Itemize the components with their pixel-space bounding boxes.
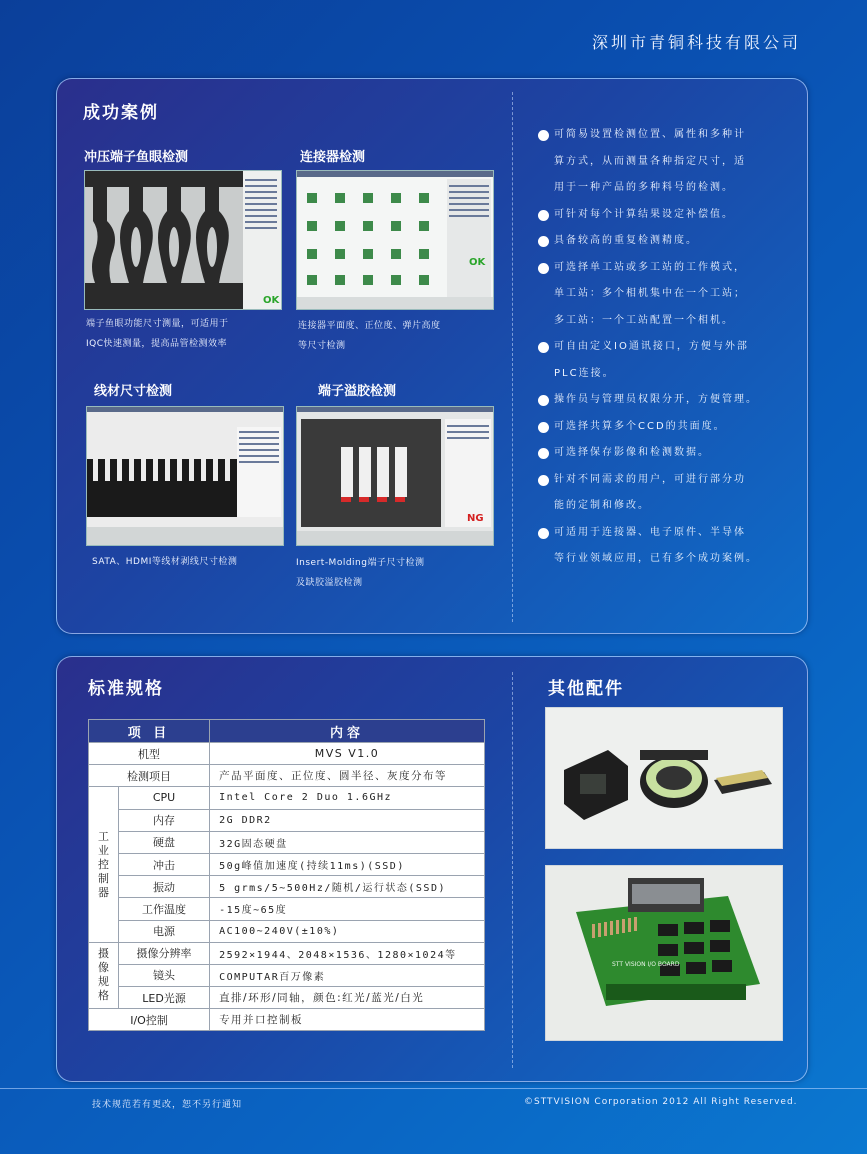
feature-item: 可简易设置检测位置、属性和多种计 [538, 122, 788, 149]
feature-item: 用于一种产品的多种料号的检测。 [554, 182, 734, 193]
feature-item: 能的定制和修改。 [554, 500, 650, 511]
bullet-icon [538, 263, 549, 274]
bullet-icon [538, 528, 549, 539]
accessory-image-light-sources [545, 707, 783, 849]
feature-item: 可选择保存影像和检测数据。 [538, 440, 788, 467]
accessory-image-io-board [545, 865, 783, 1041]
feature-item: 可选择单工站或多工站的工作模式， [538, 255, 788, 282]
feature-item: 等行业领域应用，已有多个成功案例。 [554, 553, 758, 564]
table-row: 工 业 控 制 器 CPU Intel Core 2 Duo 1.6GHz [89, 787, 485, 809]
table-row: 镜头 COMPUTAR百万像素 [89, 964, 485, 986]
accessories-title: 其他配件 [548, 679, 624, 699]
table-row: 摄 像 规 格 摄像分辨率 2592×1944、2048×1536、1280×1024等 [89, 942, 485, 964]
bullet-icon [538, 342, 549, 353]
feature-item: 具备较高的重复检测精度。 [538, 228, 788, 255]
bullet-icon [538, 236, 549, 247]
feature-item: 针对不同需求的用户，可进行部分功 [538, 467, 788, 494]
spec-header-item: 项 目 [89, 720, 210, 743]
table-row: I/O控制 专用并口控制板 [89, 1009, 485, 1031]
footer-copyright: ©STTVISION Corporation 2012 All Right Reserved. [524, 1097, 798, 1107]
feature-item: 单工站：多个相机集中在一个工站； [554, 288, 746, 299]
case-title-2: 连接器检测 [300, 150, 366, 165]
company-name: 深圳市青铜科技有限公司 [591, 33, 801, 52]
bullet-icon [538, 395, 549, 406]
bullet-icon [538, 475, 549, 486]
feature-item: 可选择共算多个CCD的共面度。 [538, 414, 788, 441]
group-industrial: 工 业 控 制 器 [89, 787, 119, 942]
case-caption-4: Insert-Molding端子尺寸检测 及缺胶溢胶检测 [296, 558, 425, 588]
bullet-icon [538, 422, 549, 433]
case-image-fisheye [84, 170, 282, 310]
feature-item: 操作员与管理员权限分开，方便管理。 [538, 387, 788, 414]
case-title-4: 端子溢胶检测 [318, 384, 397, 399]
case-status-1: OK [263, 295, 280, 306]
case-image-wire [86, 406, 284, 546]
cases-title: 成功案例 [83, 103, 159, 123]
specs-divider [512, 672, 513, 1068]
feature-list [538, 122, 788, 573]
feature-item: 可适用于连接器、电子原件、半导体 [538, 520, 788, 547]
case-image-molding [296, 406, 494, 546]
table-row: 检测项目 产品平面度、正位度、圆半径、灰度分布等 [89, 765, 485, 787]
footer-disclaimer: 技术规范若有更改，恕不另行通知 [92, 1100, 243, 1110]
table-row: 振动 5 grms/5~500Hz/随机/运行状态(SSD) [89, 876, 485, 898]
spec-header-content: 内容 [210, 720, 485, 743]
table-row: 硬盘 32G固态硬盘 [89, 831, 485, 853]
case-caption-2: 连接器平面度、正位度、弹片高度 等尺寸检测 [298, 321, 441, 351]
table-row: LED光源 直排/环形/同轴，颜色:红光/蓝光/白光 [89, 987, 485, 1009]
case-image-connector [296, 170, 494, 310]
case-status-2: OK [469, 257, 486, 268]
case-status-4: NG [467, 513, 484, 524]
feature-item: 可针对每个计算结果设定补偿值。 [538, 202, 788, 229]
bullet-icon [538, 448, 549, 459]
spec-table [88, 719, 485, 1031]
bullet-icon [538, 210, 549, 221]
panel-divider [512, 92, 513, 622]
case-title-3: 线材尺寸检测 [94, 384, 173, 399]
specs-title: 标准规格 [88, 679, 164, 699]
feature-item: 可自由定义IO通讯接口，方便与外部 [538, 334, 788, 361]
board-label: STT VISION I/O BOARD [612, 961, 680, 968]
bullet-icon [538, 130, 549, 141]
table-row: 电源 AC100~240V(±10%) [89, 920, 485, 942]
table-row: 工作温度 -15度~65度 [89, 898, 485, 920]
case-caption-1: 端子鱼眼功能尺寸测量，可适用于 IQC快速测量，提高品管检测效率 [86, 319, 229, 349]
header-banner [0, 0, 867, 60]
group-camera: 摄 像 规 格 [89, 942, 119, 1009]
case-caption-3: SATA、HDMI等线材剥线尺寸检测 [92, 557, 238, 567]
table-row: 内存 2G DDR2 [89, 809, 485, 831]
footer-divider [0, 1088, 867, 1089]
feature-item: 多工站：一个工站配置一个相机。 [554, 314, 734, 326]
table-row: 冲击 50g峰值加速度(持续11ms)(SSD) [89, 853, 485, 875]
case-title-1: 冲压端子鱼眼检测 [84, 150, 189, 165]
feature-item: 算方式，从而测量各种指定尺寸，适 [554, 155, 746, 167]
feature-item: PLC连接。 [554, 367, 615, 379]
table-row: 机型 MVS V1.0 [89, 743, 485, 765]
